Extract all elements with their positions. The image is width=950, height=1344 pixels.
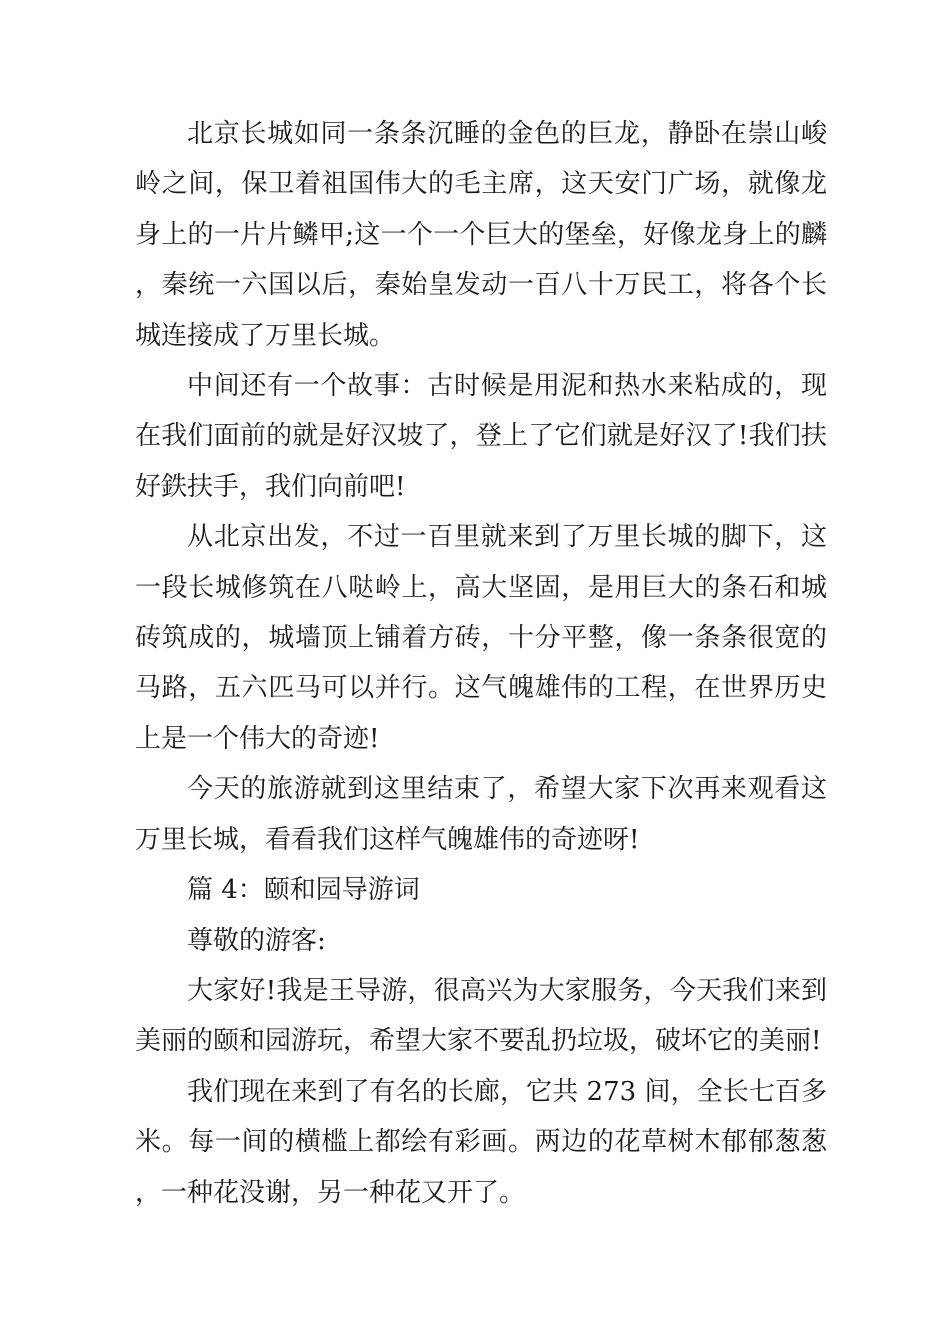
paragraph-tour-end: 今天的旅游就到这里结束了，希望大家下次再来观看这万里长城，看看我们这样气魄雄伟的奇迹呀! [135, 774, 827, 855]
paragraph-badaling: 从北京出发，不过一百里就来到了万里长城的脚下，这一段长城修筑在八哒岭上，高大坚固，是用巨大的条石和城砖筑成的，城墙顶上铺着方砖，十分平整，像一条条很宽的马路，五六匹马可以并行。这气魄雄伟的工程，在世界历史上是一个伟大的奇迹! [135, 522, 827, 754]
paragraph-long-corridor: 我们现在来到了有名的长廊，它共 273 间，全长七百多米。每一间的横槛上都绘有彩画。两边的花草树木郁郁葱葱，一种花没谢，另一种花又开了。 [135, 1076, 827, 1208]
document-body [135, 109, 827, 1218]
salutation: 尊敬的游客: [187, 925, 326, 956]
paragraph-greeting: 大家好!我是王导游，很高兴为大家服务，今天我们来到美丽的颐和园游玩，希望大家不要乱扔垃圾，破坏它的美丽! [135, 975, 827, 1057]
paragraph-great-wall-dragon: 北京长城如同一条条沉睡的金色的巨龙，静卧在崇山峻岭之间，保卫着祖国伟大的毛主席，这天安门广场，就像龙身上的一片片鳞甲;这一个一个巨大的堡垒，好像龙身上的麟，秦统一六国以后，秦始皇发动一百八十万民工，将各个长城连接成了万里长城。 [135, 119, 827, 351]
section-heading: 篇 4：颐和园导游词 [187, 875, 420, 906]
paragraph-story: 中间还有一个故事：古时候是用泥和热水来粘成的，现在我们面前的就是好汉坡了，登上了它们就是好汉了!我们扶好鉄扶手，我们向前吧! [135, 371, 827, 502]
